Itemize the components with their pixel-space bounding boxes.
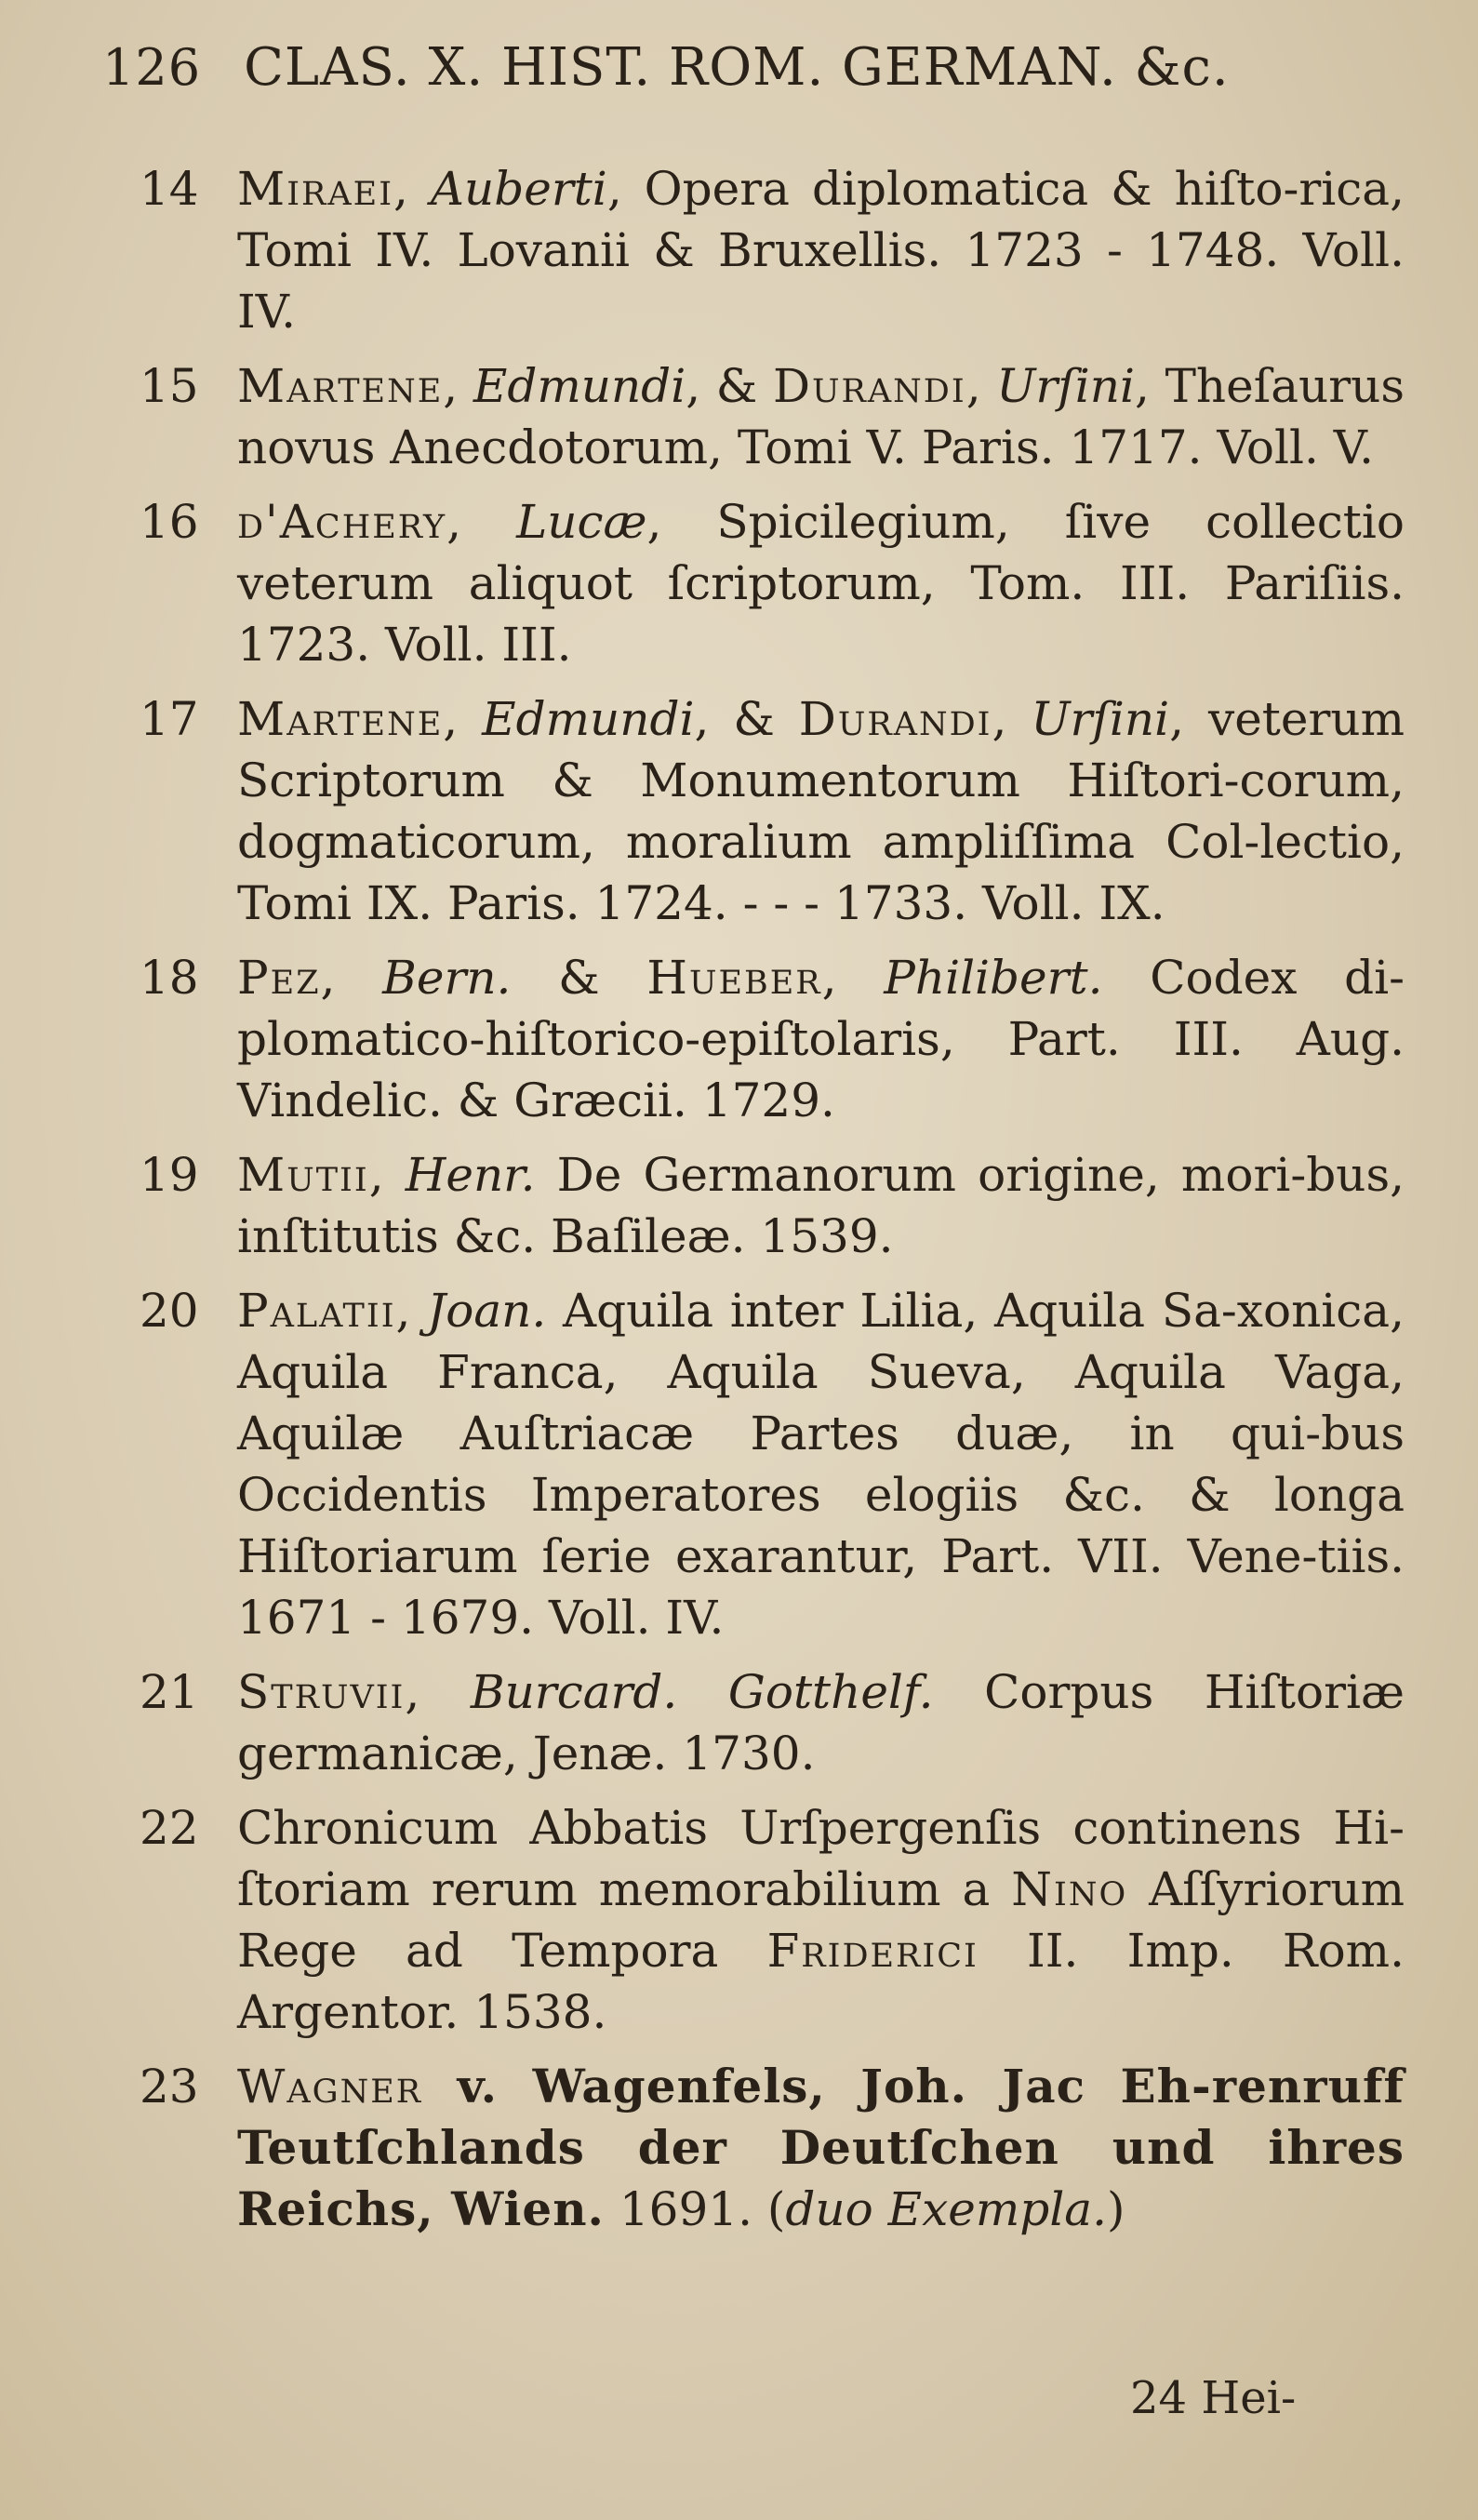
entry-text: , Opera diplomatica & hiſto-rica, Tomi IV. Lovanii & Bruxellis. 1723 - 1748. Voll. IV. xyxy=(237,162,1405,339)
entry-author: Struvii xyxy=(237,1665,406,1719)
entry-number: 16 xyxy=(140,495,199,549)
bibliography-list xyxy=(140,158,1405,2253)
entry-given-name-2: Philibert. xyxy=(884,951,1103,1005)
entry-number: 23 xyxy=(140,2060,199,2113)
entry-text-mid: Aſſyriorum Rege ad Tempora xyxy=(237,1862,1405,1978)
entry-given-name-2: Urſini xyxy=(1031,692,1170,746)
entry-text: De Germanorum origine, mori-bus, inſtitutis &c. Baſileæ. 1539. xyxy=(237,1148,1405,1263)
entry-text: Codex di-plomatico-hiſtorico-epiſtolaris, Part. III. Aug. Vindelic. & Græcii. 1729. xyxy=(237,951,1405,1127)
entry-smallcaps-2: Friderici xyxy=(766,1924,979,1978)
list-item: 16 d'Achery, Lucæ, Spicilegium, ſive collectio veterum aliquot ſcriptorum, Tom. III. Pariſiis. 1723. Voll. III. xyxy=(140,491,1405,675)
list-item xyxy=(140,2056,1405,2240)
list-item: 18 Pez, Bern. & Hueber, Philibert. Codex di-plomatico-hiſtorico-epiſtolaris, Part. III. Aug. Vindelic. & Græcii. 1729. xyxy=(140,947,1405,1131)
entry-number: 20 xyxy=(140,1284,199,1338)
entry-text-pre: Chronicum Abbatis Urſpergenſis continens Hi-ſtoriam rerum memorabilium a xyxy=(237,1801,1405,1916)
entry-connector: , & xyxy=(694,692,799,746)
entry-number: 17 xyxy=(140,692,199,746)
entry-author-2: Durandi xyxy=(798,692,992,746)
entry-number: 19 xyxy=(140,1148,199,1202)
entry-given-name: Lucæ xyxy=(516,495,647,549)
entry-author: Martene xyxy=(237,692,444,746)
entry-number: 14 xyxy=(140,162,199,216)
entry-text: , veterum Scriptorum & Monumentorum Hiſtori-corum, dogmaticorum, moralium ampliſſima Col-lectio, Tomi IX. Paris. 1724. - - - 1733. Voll. IX. xyxy=(237,692,1405,930)
entry-given-name: Burcard. Gotthelf. xyxy=(470,1665,934,1719)
entry-text: , Spicilegium, ſive collectio veterum aliquot ſcriptorum, Tom. III. Pariſiis. 1723. Voll. III. xyxy=(237,495,1405,672)
entry-author: Palatii xyxy=(237,1284,396,1338)
list-item: 14 Miraei, Auberti, Opera diplomatica & hiſto-rica, Tomi IV. Lovanii & Bruxellis. 1723 - 1748. Voll. IV. xyxy=(140,158,1405,342)
entry-text: Aquila inter Lilia, Aquila Sa-xonica, Aquila Franca, Aquila Sueva, Aquila Vaga, Aquilæ Auſtriacæ Partes duæ, in qui-bus Occidentis Imperatores elogiis &c. & longa Hiſtoriarum ſerie exarantur, Part. VII. Vene-tiis. 1671 - 1679. Voll. IV. xyxy=(237,1284,1405,1645)
list-item xyxy=(140,1797,1405,2043)
entry-text: , Theſaurus novus Anecdotorum, Tomi V. Paris. 1717. Voll. V. xyxy=(237,359,1405,474)
catchword: 24 Hei- xyxy=(1130,2372,1297,2424)
entry-smallcaps-1: Nino xyxy=(1011,1862,1128,1916)
list-item: 21 Struvii, Burcard. Gotthelf. Corpus Hiſtoriæ germanicæ, Jenæ. 1730. xyxy=(140,1661,1405,1784)
entry-text: II. Imp. Rom. Argentor. 1538. xyxy=(237,1924,1405,2039)
entry-note: duo Exempla. xyxy=(785,2182,1108,2236)
entry-given-name: Henr. xyxy=(405,1148,536,1202)
entry-close: ) xyxy=(1107,2182,1125,2236)
entry-given-name: Joan. xyxy=(427,1284,547,1338)
entry-author-2: Hueber xyxy=(646,951,822,1005)
entry-author: Martene xyxy=(237,359,444,413)
entry-number: 21 xyxy=(140,1665,199,1719)
running-title: CLAS. X. HIST. ROM. GERMAN. &c. xyxy=(244,37,1230,98)
entry-fraktur-text: v. Wagenfels, Joh. Jac Eh-renruff Teutſchlands der Deutſchen und ihres Reichs, Wien. xyxy=(237,2059,1405,2236)
entry-text: 1691. ( xyxy=(604,2182,786,2236)
entry-given-name: Edmundi xyxy=(482,692,695,746)
entry-number: 22 xyxy=(140,1801,199,1855)
entry-author: Wagner xyxy=(237,2060,423,2113)
entry-author: d'Achery xyxy=(237,495,447,549)
entry-connector: , & xyxy=(686,359,773,413)
page-number: 126 xyxy=(102,38,202,97)
entry-number: 18 xyxy=(140,951,199,1005)
entry-given-name-2: Urſini xyxy=(996,359,1135,413)
entry-author: Pez xyxy=(237,951,321,1005)
list-item: 19 Mutii, Henr. De Germanorum origine, mori-bus, inſtitutis &c. Baſileæ. 1539. xyxy=(140,1144,1405,1267)
page-header xyxy=(102,37,1312,102)
list-item: 15 Martene, Edmundi, & Durandi, Urſini, Theſaurus novus Anecdotorum, Tomi V. Paris. 1717. Voll. V. xyxy=(140,355,1405,478)
entry-author-2: Durandi xyxy=(772,359,966,413)
entry-given-name: Edmundi xyxy=(473,359,686,413)
entry-number: 15 xyxy=(140,359,199,413)
entry-given-name: Auberti xyxy=(430,162,607,216)
list-item: 20 Palatii, Joan. Aquila inter Lilia, Aquila Sa-xonica, Aquila Franca, Aquila Sueva, Aquila Vaga, Aquilæ Auſtriacæ Partes duæ, in qui-bus Occidentis Imperatores elogiis &c. & longa Hiſtoriarum ſerie exarantur, Part. VII. Vene-tiis. 1671 - 1679. Voll. IV. xyxy=(140,1280,1405,1648)
entry-author: Mutii xyxy=(237,1148,369,1202)
entry-text: Corpus Hiſtoriæ germanicæ, Jenæ. 1730. xyxy=(237,1665,1405,1780)
entry-author: Miraei xyxy=(237,162,394,216)
list-item: 17 Martene, Edmundi, & Durandi, Urſini, veterum Scriptorum & Monumentorum Hiſtori-corum, dogmaticorum, moralium ampliſſima Col-lectio, Tomi IX. Paris. 1724. - - - 1733. Voll. IX. xyxy=(140,688,1405,934)
entry-given-name: Bern. xyxy=(382,951,512,1005)
entry-connector: & xyxy=(511,951,647,1005)
